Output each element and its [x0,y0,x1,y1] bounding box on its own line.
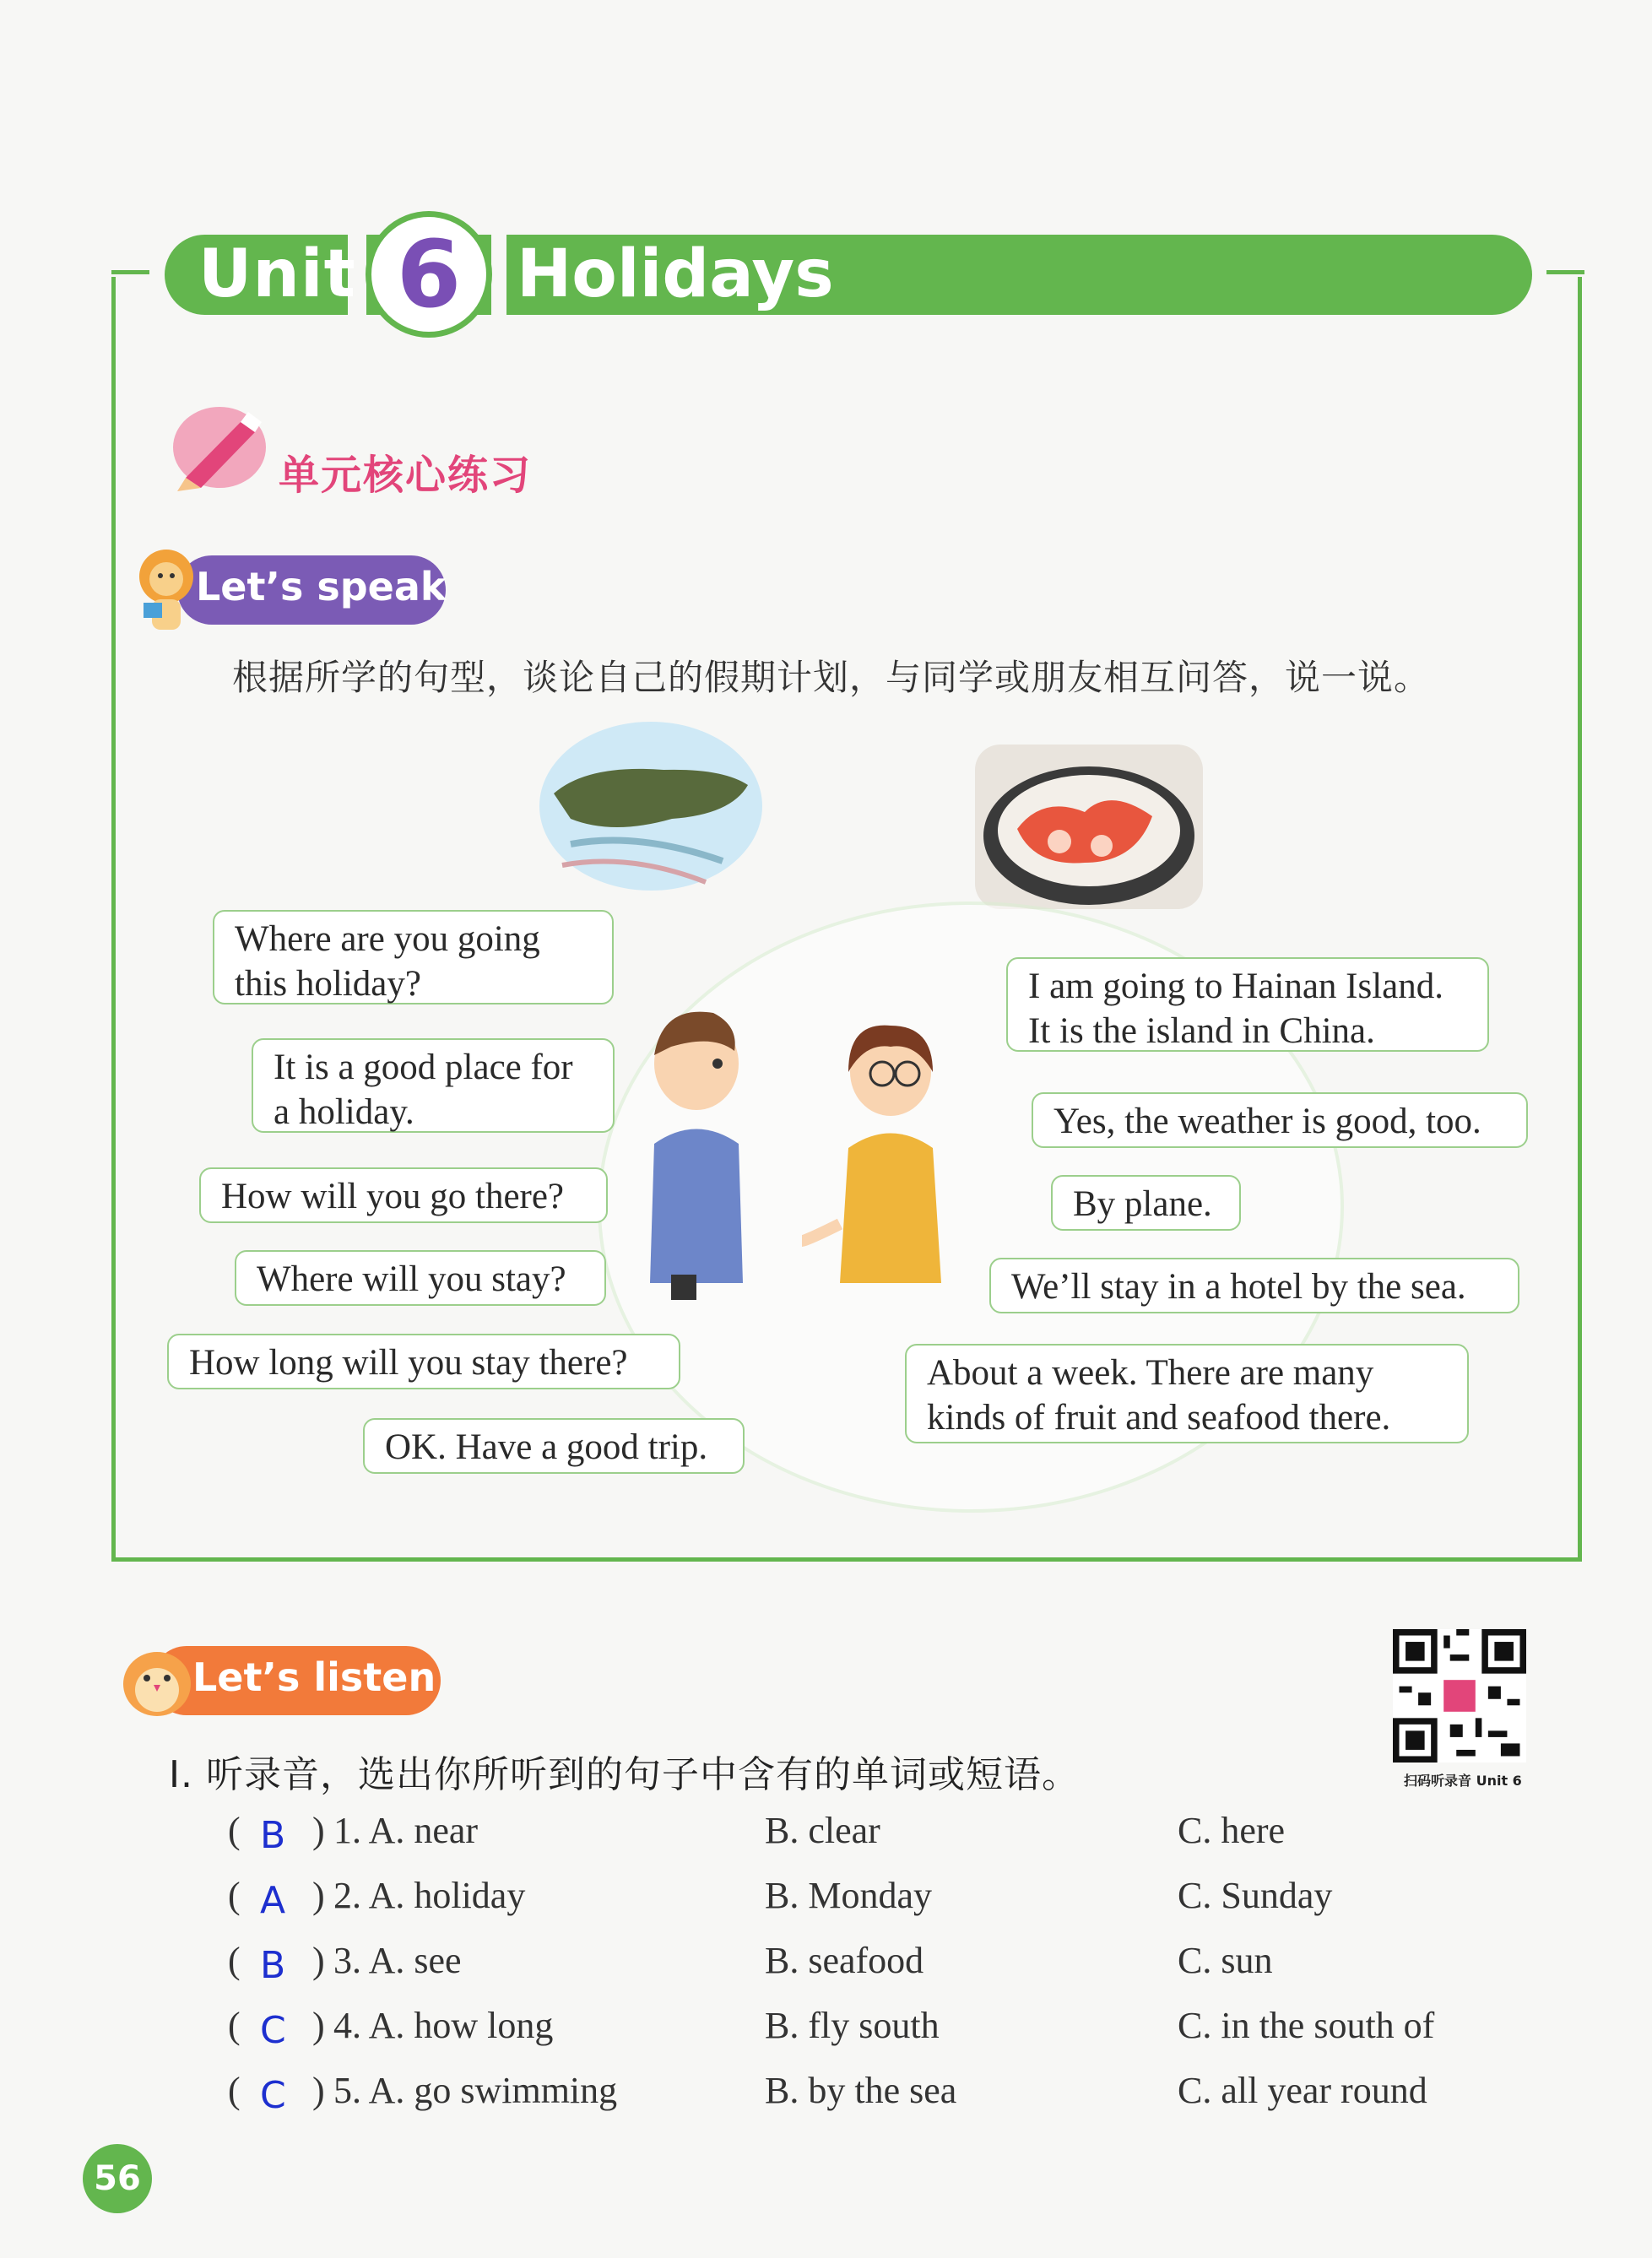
bubble-text: It is a good place for [274,1048,573,1087]
option-a: 3. A. see [333,1940,462,1981]
bubble-text: We’ll stay in a hotel by the sea. [1011,1267,1466,1307]
speech-bubble-right-1 [1006,957,1489,1052]
paren: ) [312,1875,325,1916]
frame-corner-left [111,270,149,274]
option-a: 5. A. go swimming [333,2070,618,2111]
pen-icon [160,403,266,496]
frame-corner-right [1546,270,1584,274]
bubble-text: this holiday? [235,964,421,1004]
qr-code-icon[interactable] [1393,1629,1526,1763]
bird-icon [116,1638,197,1722]
page-number: 56 [94,2159,141,2198]
speech-bubble-right-5 [905,1344,1469,1443]
speak-label: Let’s speak [196,564,447,609]
speech-bubble-left-4 [235,1250,606,1306]
qr-caption: 扫码听录音 Unit 6 [1404,1773,1522,1789]
unit-bar-gap [491,235,506,315]
bubble-text: By plane. [1073,1184,1212,1224]
option-a: 4. A. how long [333,2005,554,2046]
paren: ) [312,2070,325,2111]
option-c: C. here [1178,1810,1286,1851]
option-c: C. Sunday [1178,1875,1333,1916]
paren: ( [228,1810,241,1851]
answer-mark: A [260,1879,286,1922]
answer-mark: B [260,1944,286,1987]
bubble-text: OK. Have a good trip. [385,1427,708,1467]
paren: ) [312,1940,325,1981]
option-c: C. in the south of [1178,2005,1435,2046]
paren: ( [228,2070,241,2111]
option-c: C. sun [1178,1940,1273,1981]
option-a: 1. A. near [333,1810,479,1851]
speech-bubble-left-1 [213,910,614,1004]
bubble-text: Where will you stay? [257,1259,566,1299]
section-title: 单元核心练习 [279,452,533,499]
listen-label: Let’s listen [192,1654,436,1700]
option-a: 2. A. holiday [333,1875,526,1916]
paren: ( [228,1940,241,1981]
speak-instruction: 根据所学的句型，谈论自己的假期计划，与同学或朋友相互问答，说一说。 [232,657,1431,698]
bubble-text: It is the island in China. [1028,1011,1375,1051]
bubble-text: How will you go there? [221,1177,565,1216]
bubble-text: I am going to Hainan Island. [1028,967,1444,1006]
option-c: C. all year round [1178,2070,1427,2111]
bubble-text: Yes, the weather is good, too. [1053,1102,1481,1141]
bubble-text: About a week. There are many [927,1353,1374,1393]
option-b: B. seafood [765,1940,924,1981]
speech-bubble-left-2 [252,1038,615,1133]
answer-mark: C [260,2009,286,2052]
option-b: B. fly south [765,2005,940,2046]
bubble-text: Where are you going [235,919,540,959]
speech-bubble-left-6 [363,1418,745,1474]
speech-bubble-right-3 [1051,1175,1241,1231]
lion-icon [128,547,204,636]
paren: ) [312,2005,325,2046]
children-illustration [637,996,1009,1308]
listening-task-instruction: Ⅰ. 听录音，选出你所听到的句子中含有的单词或短语。 [169,1753,1080,1796]
bubble-text: How long will you stay there? [189,1343,628,1383]
option-b: B. clear [765,1810,880,1851]
bubble-text: kinds of fruit and seafood there. [927,1398,1391,1438]
paren: ( [228,2005,241,2046]
speech-bubble-left-5 [167,1334,680,1389]
island-photo [537,717,765,895]
unit-number: 6 [396,220,462,328]
unit-word: Unit [198,236,356,312]
option-b: B. Monday [765,1875,932,1916]
speech-bubble-right-2 [1032,1092,1528,1148]
answer-mark: C [260,2074,286,2117]
speech-bubble-left-3 [199,1167,608,1223]
answer-mark: B [260,1814,286,1857]
option-b: B. by the sea [765,2070,957,2111]
speech-bubble-right-4 [989,1258,1519,1313]
paren: ( [228,1875,241,1916]
unit-title: Holidays [517,236,834,312]
bubble-text: a holiday. [274,1092,414,1132]
paren: ) [312,1810,325,1851]
